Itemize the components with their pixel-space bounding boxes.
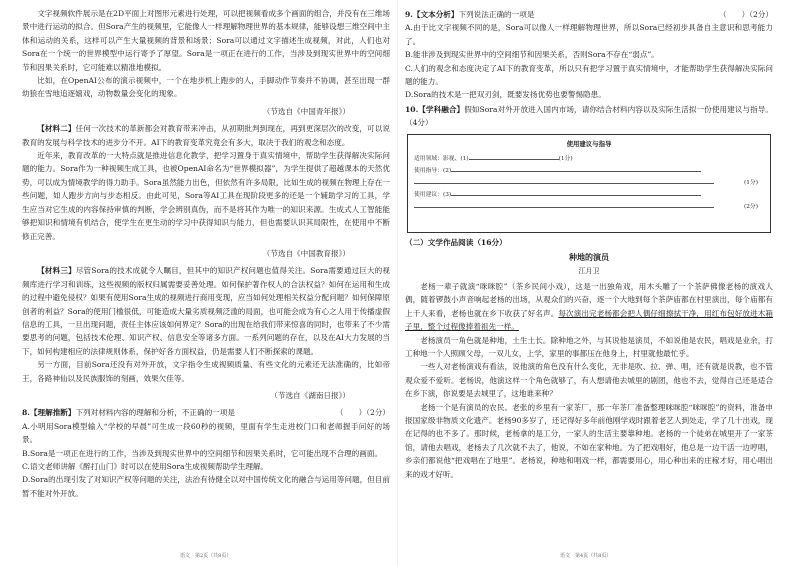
- question-8-score: （ ）（2分）: [335, 408, 390, 418]
- answer-line-3b[interactable]: [414, 207, 714, 208]
- material3-text: 尽管Sora的技术成就令人瞩目，但其中的知识产权问题也值得关注。Sora需要通过巨大的视频库进行学习和训练，这些视频的版权归属需要妥善处理。如何保护著作权人的合法权益？如何在运用和生成的过程中避免侵权？如果有使用Sora生成的视频进行商用变现，应当如何处理相关权益分配问题？如何保障原创者的利益？Sora的使用门槛很低，可能造成大量劣质视频泛滥的局面，也可能会成为有心之人用于传播虚假信息的工具，一旦出现问题，责任主体应该如何界定？Sora的出现在给我们带来惊喜的同时，也带来了不少需要思考的问题，包括技术伦理、知识产权、信息安全等诸多方面。一系列问题的存在，以及在AI大力发展的当下，如何构建相应的法律规则体系，保护好各方面权益，仍是需要人们不断探索的课题。: [22, 266, 391, 356]
- question-9-label: 9.【文本分析】: [405, 10, 459, 19]
- answer-row-2[interactable]: [414, 165, 764, 177]
- answer-row-2b-score: (1分): [743, 180, 758, 187]
- material2-paragraph-2: 近年来，教育改革的一大特点就是推进信息化教学，把学习置身于真实情境中，帮助学生获得解决实际问题的能力。Sora作为一种视频生成工具，也被OpenAI命名为“世界模拟器”，为学生提供了超越课本的天然优势，可以成为情境教学的得力助手。Sora虽然能力出色，但依然有许多局限，比如生成的视频在物理上存在一些问题，如人跑步方向与步态相反。由此可见，Sora等AI工具在现阶段更多的还是一个辅助学习的工具，学生应当对它生成的内容保持审慎的判断，学会辨别真伪，而不是将其作为唯一的知识来源。生成式人工智能能够把知识和情境有机结合，使学生在更生动的学习中获得知识与能力，但也需要认识其局限性，在使用中不断修正完善。: [22, 151, 390, 241]
- answer-row-1-score: (1分): [558, 156, 573, 163]
- story-paragraph-1-text: 老杨一辈子就演“咪咪腔”（茶乡民间小戏），这是一出独角戏，用木头雕了一个茶萨佛像老杨的演戏人偶，随着锣鼓小声音响起老杨的出场，从观众们的兴奋，逐一个大地到每个茶萨庙都在村里演出，每个庙都有上千人来看，老杨也就在乡下收获了好名声。: [405, 281, 773, 318]
- question-9-stem: 下列说法正确的一项是: [458, 10, 535, 19]
- story-paragraph-2: 老杨演员一角色就是种地，土生土长。除种地之外，与其说他是演员，不如说他是农民，唱戏是业余，打工种地一个人照顾父母，一双儿女，上学，家里的事都压在他身上，村里就他最忙乎。: [405, 335, 773, 358]
- material3-paragraph-2: 另一方面，目前Sora还没有对外开放，文字指令生成视频质量、有些文化的元素还无法准确的，比如帝王，各路神仙以及民族服饰的刻画，效果欠佳等。: [22, 360, 390, 383]
- question-8-stem: 下列对材料内容的理解和分析，不正确的一项是: [75, 408, 235, 418]
- answer-row-1-label: 适用领域：影视、(1): [414, 156, 469, 163]
- answer-box: [407, 134, 771, 233]
- material3-label: 【材料三】: [37, 266, 76, 276]
- story-paragraph-4: 老杨一个是有演员的农民。老张的乡里有一家茶厂，那一年茶厂准备整理咪咪腔“咪咪腔”的资料，准备申报国家级非物质文化遗产。老杨90多岁了，还记得好多年前他刚学戏时跟着老艺人到处走，学了几十出戏，现在记得的也不多了。那时候，老杨拿的是工分，一家人的生活主要靠种地。老杨的一个徒弟在城里开了一家茶馆，请他去唱戏，老杨去了几次就不去了，他说，不如在家种地。为了把戏唱好，他总是一边干活一边哼唱，乡亲们都说他“把戏唱在了地里”。老杨说，种地和唱戏一样，都需要用心，用心种出来的庄稼才好，用心唱出来的戏才好听。: [405, 402, 773, 479]
- question-9: [405, 8, 773, 21]
- question-10: [405, 103, 773, 130]
- question-10-label: 10.【学科融合】: [405, 104, 465, 114]
- answer-row-3-label: 使用建议：(3): [414, 192, 452, 199]
- source-citation-3: （节选自《湖南日报》）: [270, 390, 350, 400]
- question-9-option-b: B.能非涉及到现实世界中的空间细节和因果关系，否则Sora不存在“弱点”。: [405, 50, 659, 60]
- story-underlined-sentence: 每次演出完老杨都会把人偶仔细擦拭干净，用红布包好放进木箱子里，整个过程像捧着祖先一样。: [405, 308, 774, 332]
- question-8-option-b: B.Sora是一项正在进行的工作，当涉及到现实世界中的空间细节和因果关系时，它可能出现不合理的画面。: [22, 448, 383, 458]
- answer-row-1[interactable]: [414, 153, 764, 165]
- answer-line-1[interactable]: [469, 159, 559, 160]
- answer-row-3b-score: (2分): [743, 204, 758, 211]
- answer-row-2b[interactable]: [414, 177, 764, 189]
- question-8-option-c: C.语文老师讲解《醉打山门》时可以在使用Sora生成视频帮助学生理解。: [22, 462, 269, 471]
- material3-paragraph: [22, 264, 390, 358]
- source-citation-2: （节选自《中国教育报》）: [262, 248, 350, 258]
- right-column: [405, 7, 773, 481]
- left-column: [22, 7, 390, 500]
- material2-text: 任何一次技术的革新都会对教育带来冲击，从初期批判到现在，再到更深层次的改变，可以说教育的发展与科学技术的进步分不开。AI下的教育变革究竟会有多大，取决于我们的观念和态度。: [22, 124, 390, 147]
- page-footer-left: 语文 第2页（共8页）: [180, 553, 232, 559]
- question-8: [22, 406, 390, 419]
- story-author: 江月卫: [578, 267, 600, 276]
- section-heading: （二）文学作品阅读（16分）: [405, 237, 507, 247]
- story-title: 种地的演员: [569, 252, 609, 263]
- question-8-option-d: D.Sora的出现引发了对知识产权等问题的关注，法治有待健全以对中国传统文化的融合与运用等问题，但目前暂不能对外开放。: [22, 475, 390, 498]
- question-9-option-a: A.由于比文字视频不同的是，Sora可以像人一样理解物理世界，所以Sora已经初步具备自主意识和思考能力了。: [405, 23, 773, 46]
- answer-row-2-label: 使用指导：(2): [414, 168, 452, 175]
- question-10-stem: 假如Sora对外开放进入国内市场，请你结合材料内容以及实际生活拟一份使用建议与指导。（4分）: [405, 104, 773, 128]
- material2-paragraph: [22, 122, 390, 149]
- story-paragraph-1: [405, 280, 773, 334]
- question-8-label: 8.【理解推断】: [22, 408, 76, 418]
- question-9-option-d: D.Sora的技术是一把双刃剑，既要发扬优势也要警惕隐患。: [405, 90, 606, 100]
- question-9-score: （ ）（2分）: [718, 10, 773, 19]
- answer-line-3[interactable]: [451, 195, 701, 196]
- answer-line-2b[interactable]: [414, 183, 714, 184]
- question-8-option-a: A.小明用Sora模型输入“学校的早晨”可生成一段60秒的视频，里面有学生走进校门口和老师握手问好的场景。: [22, 421, 390, 445]
- column-divider: [397, 0, 398, 565]
- answer-row-3b[interactable]: [414, 201, 764, 213]
- page-footer-right: 语文 第4页（共8页）: [560, 553, 612, 559]
- material1-paragraph: 文字视频软件展示是在2D平面上对图形元素进行处理，可以把视频看成多个画面的组合，并没有在三维场景中进行运动的拟合。但Sora产生的视频里，它能像人一样理解物理世界的基本规律，能够设想三维空间中主体和运动的关系，这样可以产生大量视频的背景和场景；Sora可以通过文字描述生成视频，对此，人们也对Sora在一个统一的世界模型中运行寄予了厚望。Sora是一项正在进行的工作，当涉及到现实世界中的空间细节和因果关系时，它可能难以精准地模拟。: [22, 9, 390, 72]
- answer-box-title: 使用建议与指导: [566, 139, 612, 148]
- material1-paragraph-2: 比如，在OpenAI公布的演示视频中，一个在地步机上跑步的人，手脚动作节奏并不协调，甚至出现一群幼狼在雪地追逐嬉戏，动物数量会变化的现象。: [22, 76, 390, 99]
- source-citation-1: （节选自《中国青年报》）: [262, 106, 350, 116]
- answer-row-3[interactable]: [414, 189, 764, 201]
- story-paragraph-3: 一些人对老杨演戏有看法，说他演的角色没有什么变化，无非是吹、拉、弹、唱，还有就是说教，也不管观众爱不爱听。老杨说，他演这样一个角色就够了，有人想请他去城里的剧团，他也不去，觉得自己还是适合在乡下演，你说要是去城里了，这地谁来种？: [405, 362, 773, 399]
- material2-label: 【材料二】: [37, 124, 76, 134]
- answer-line-2[interactable]: [451, 171, 701, 172]
- question-9-option-c: C.人们的观念和态度决定了AI下的教育变革，所以只有把学习置于真实情境中，才能帮助学生获得解决实际问题的能力。: [405, 63, 773, 87]
